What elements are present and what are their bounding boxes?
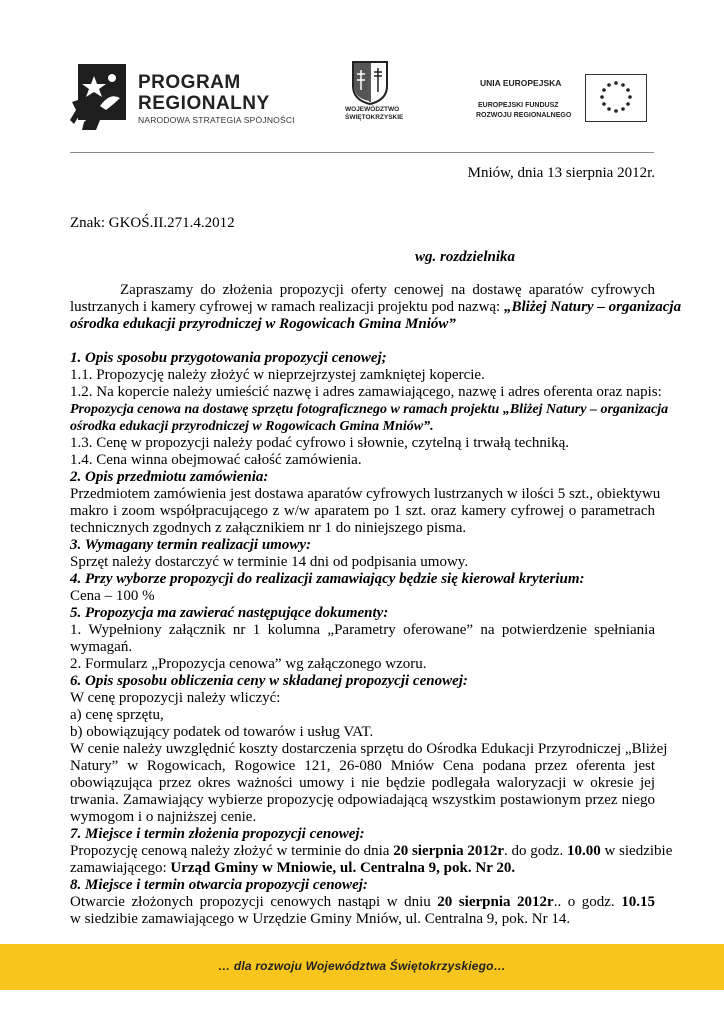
section-6-line3: b) obowiązujący podatek od towarów i usług VAT. — [70, 724, 374, 740]
s8-opening-date: 20 sierpnia 2012r — [437, 894, 554, 910]
intro-line-2 — [70, 299, 682, 316]
intro-line-1: Zapraszamy do złożenia propozycji oferty cenowej na dostawę aparatów cyfrowych — [120, 282, 655, 298]
section-4-heading: 4. Przy wyborze propozycji do realizacji zamawiający będzie się kierował kryterium: — [70, 571, 585, 587]
s8-text-c: .. o godz. — [553, 894, 622, 910]
crest-caption — [345, 106, 404, 122]
section-8-heading: 8. Miejsce i termin otwarcia propozycji cenowej: — [70, 877, 368, 893]
section-3-heading: 3. Wymagany termin realizacji umowy: — [70, 537, 311, 553]
crest-caption-line2: ŚWIĘTOKRZYSKIE — [345, 114, 404, 121]
program-regionalny-logo — [70, 62, 310, 132]
section-4-line1: Cena – 100 % — [70, 588, 155, 604]
s8-text-a: Otwarcie złożonych propozycji cenowych nastąpi w dniu — [70, 894, 438, 910]
section-1-2: 1.2. Na kopercie należy umieścić nazwę i adres zamawiającego, nazwę i adres oferenta oraz napis: — [70, 384, 662, 400]
section-6-line8: wymogom i o najniższej cenie. — [70, 809, 257, 825]
intro-line-2-text: lustrzanych i kamery cyfrowej w ramach realizacji projektu pod nazwą: — [70, 299, 504, 315]
section-5-line1: 1. Wypełniony załącznik nr 1 kolumna „Parametry oferowane” na potwierdzenie spełniania — [70, 622, 655, 638]
section-7-line1 — [70, 843, 673, 860]
date-line: Mniów, dnia 13 sierpnia 2012r. — [467, 165, 655, 181]
section-1-heading: 1. Opis sposobu przygotowania propozycji cenowej; — [70, 350, 387, 366]
section-5-line3: 2. Formularz „Propozycja cenowa” wg załączonego wzoru. — [70, 656, 427, 672]
section-5-line2: wymagań. — [70, 639, 133, 655]
s7-text-e: w siedzibie — [600, 843, 673, 859]
s7-submission-place: Urząd Gminy w Mniowie, ul. Centralna 9, pok. Nr 20. — [170, 860, 516, 876]
section-8-line1 — [70, 894, 655, 911]
section-8-line2: w siedzibie zamawiającego w Urzędzie Gminy Mniów, ul. Centralna 9, pok. Nr 14. — [70, 911, 571, 927]
program-title-line2: REGIONALNY — [138, 93, 270, 114]
section-6-line1: W cenę propozycji należy wliczyć: — [70, 690, 281, 706]
reference-number: Znak: GKOŚ.II.271.4.2012 — [70, 215, 235, 231]
section-6-line5: Natury” w Rogowicach, Rogowice 121, 26-080 Mniów Cena podana przez oferenta jest — [70, 758, 655, 774]
footer-slogan: … dla rozwoju Województwa Świętokrzyskiego… — [218, 959, 506, 973]
section-6-line6: obowiązująca przez okres ważności umowy i nie będzie podlegała waloryzacji w okresie jej — [70, 775, 655, 791]
project-name-part1: „Bliżej Natury – organizacja — [503, 299, 682, 315]
program-title-line1: PROGRAM — [138, 72, 241, 93]
project-name-part2: ośrodka edukacji przyrodniczej w Rogowicach Gmina Mniów” — [70, 316, 456, 332]
section-2-line1: Przedmiotem zamówienia jest dostawa aparatów cyfrowych lustrzanych w ilości 5 szt., obiektywu — [70, 486, 661, 502]
section-2-line2: makro i zoom współpracującego z w/w aparatem po 1 szt. oraz kamery cyfrowej o parametrach — [70, 503, 655, 519]
s7-text-a: Propozycję cenową należy złożyć w terminie do dnia — [70, 843, 394, 859]
s7-text-f: zamawiającego: — [70, 860, 171, 876]
section-1-4: 1.4. Cena winna obejmować całość zamówienia. — [70, 452, 362, 468]
section-6-line4: W cenie należy uwzględnić koszty dostarczenia sprzętu do Ośrodka Edukacji Przyrodniczej „Bliżej — [70, 741, 668, 757]
s7-deadline-time: 10.00 — [566, 843, 601, 859]
program-subtitle: NARODOWA STRATEGIA SPÓJNOŚCI — [138, 115, 295, 125]
section-1-1: 1.1. Propozycję należy złożyć w nieprzejrzystej zamkniętej kopercie. — [70, 367, 485, 383]
header-divider — [70, 152, 654, 153]
section-2-heading: 2. Opis przedmiotu zamówienia: — [70, 469, 269, 485]
eu-title: UNIA EUROPEJSKA — [480, 78, 562, 88]
section-1-3: 1.3. Cenę w propozycji należy podać cyfrowo i słownie, czytelną i trwałą techniką. — [70, 435, 569, 451]
footer-band — [0, 944, 724, 990]
s7-text-c: . do godz. — [504, 843, 567, 859]
section-7-heading: 7. Miejsce i termin złożenia propozycji cenowej: — [70, 826, 365, 842]
section-6-line2: a) cenę sprzętu, — [70, 707, 164, 723]
eu-flag-icon — [585, 74, 647, 122]
s7-deadline-date: 20 sierpnia 2012r — [393, 843, 505, 859]
coat-of-arms-icon — [345, 60, 395, 106]
letterhead — [0, 0, 724, 150]
eu-fund-line2: ROZWOJU REGIONALNEGO — [476, 112, 572, 119]
section-3-line1: Sprzęt należy dostarczyć w terminie 14 dni od podpisania umowy. — [70, 554, 469, 570]
section-2-line3: technicznych zgodnych z załącznikiem nr 1 do niniejszego pisma. — [70, 520, 467, 536]
section-6-line7: trwania. Zamawiający wybierze propozycję odpowiadającą wszystkim postawionym przez niego — [70, 792, 655, 808]
envelope-title-line1: Propozycja cenowa na dostawę sprzętu fotograficznego w ramach projektu „Bliżej Natury – organizacja — [70, 402, 669, 417]
section-5-heading: 5. Propozycja ma zawierać następujące dokumenty: — [70, 605, 389, 621]
star-figure-icon — [70, 62, 132, 132]
section-6-heading: 6. Opis sposobu obliczenia ceny w składanej propozycji cenowej: — [70, 673, 468, 689]
voivodeship-crest — [345, 60, 404, 132]
section-7-line2 — [70, 860, 515, 877]
s8-opening-time: 10.15 — [621, 894, 655, 910]
eu-fund-line1: EUROPEJSKI FUNDUSZ — [478, 102, 559, 109]
crest-caption-line1: WOJEWÓDZTWO — [345, 106, 400, 113]
envelope-title-line2: ośrodka edukacji przyrodniczej w Rogowicach Gmina Mniów”. — [70, 419, 434, 434]
distribution-note: wg. rozdzielnika — [415, 249, 516, 265]
